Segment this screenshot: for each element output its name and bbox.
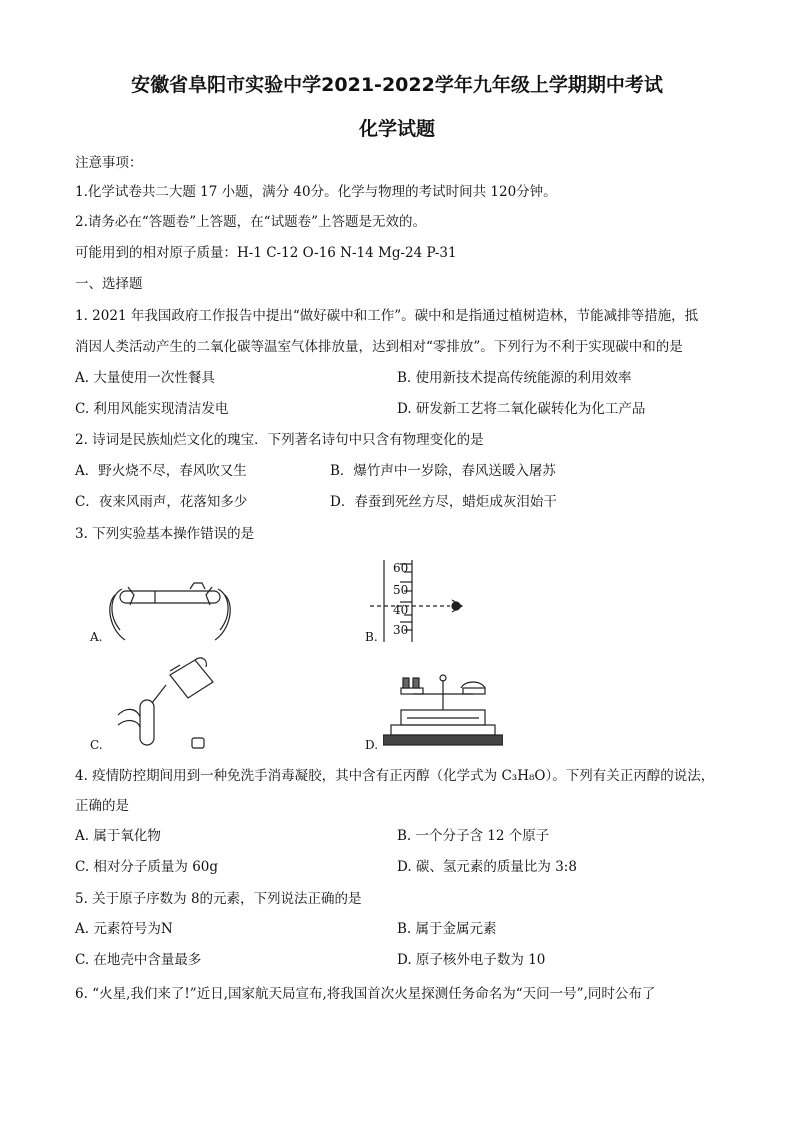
scale-30: 30 [393,623,409,637]
q4-stem-line1: 4. 疫情防控期间用到一种免洗手消毒凝胶，其中含有正丙醇（化学式为 C₃H₈O）。下列有关正丙醇的说法， [75,768,715,784]
q1-option-c: C. 利用风能实现清洁发电 [75,401,229,417]
q5-option-b: B. 属于金属元素 [397,921,497,937]
exam-title: 安徽省阜阳市实验中学2021-2022学年九年级上学期期中考试 [131,74,663,96]
notes-heading: 注意事项： [75,155,143,171]
q3-stem: 3. 下列实验基本操作错误的是 [75,526,255,542]
q4-option-d: D. 碳、氢元素的质量比为 3:8 [397,859,577,875]
section-heading: 一、选择题 [75,276,143,292]
q4-option-b: B. 一个分子含 12 个原子 [397,828,550,844]
q2-option-b: B．爆竹声中一岁除，春风送暖入屠苏 [330,463,556,479]
q5-option-d: D. 原子核外电子数为 10 [397,952,546,968]
q5-option-c: C. 在地壳中含量最多 [75,952,202,968]
q5-stem: 5. 关于原子序数为 8的元素，下列说法正确的是 [75,891,362,907]
figure-b-label: B. [365,630,378,644]
q2-option-c: C．夜来风雨声，花落知多少 [75,494,248,510]
q4-stem-line2: 正确的是 [75,798,129,814]
q4-option-a: A. 属于氧化物 [75,828,161,844]
scale-60: 60 [393,561,409,575]
q1-option-a: A. 大量使用一次性餐具 [75,370,215,386]
q1-option-d: D. 研发新工艺将二氧化碳转化为化工产品 [397,401,646,417]
figure-c-pouring-liquid [110,655,220,750]
notes-item-2: 2.请务必在“答题卷”上答题，在“试题卷”上答题是无效的。 [75,214,426,230]
q6-stem-line1: 6. “火星,我们来了!”近日,国家航天局宣布,将我国首次火星探测任务命名为“天问一号”,同时公布了 [75,986,656,1002]
figure-d-balance-scale [383,670,503,748]
figure-a-test-tube-hands [100,575,240,650]
q2-stem: 2. 诗词是民族灿烂文化的瑰宝．下列著名诗句中只含有物理变化的是 [75,432,484,448]
q1-option-b: B. 使用新技术提高传统能源的利用效率 [397,370,632,386]
q2-option-a: A．野火烧不尽，春风吹又生 [75,463,247,479]
q4-option-c: C. 相对分子质量为 60g [75,859,219,875]
figure-b-cylinder-reading [370,560,480,645]
exam-subtitle: 化学试题 [358,118,435,140]
q2-option-d: D．春蚕到死丝方尽，蜡炬成灰泪始干 [330,494,557,510]
figure-c-label: C. [90,738,103,752]
scale-40: 40 [393,603,409,617]
figure-d-label: D. [365,738,379,752]
figure-a-label: A. [90,630,103,644]
q1-stem-line2: 消因人类活动产生的二氧化碳等温室气体排放量，达到相对“零排放”。下列行为不利于实现碳中和的是 [75,339,683,355]
q1-stem-line1: 1. 2021 年我国政府工作报告中提出“做好碳中和工作”。碳中和是指通过植树造林，节能减排等措施，抵 [75,308,699,324]
scale-50: 50 [393,583,409,597]
notes-item-1: 1.化学试卷共二大题 17 小题，满分 40分。化学与物理的考试时间共 120分钟。 [75,184,557,200]
q5-option-a: A. 元素符号为N [75,921,173,937]
atomic-mass-line: 可能用到的相对原子质量：H-1 C-12 O-16 N-14 Mg-24 P-31 [75,245,457,261]
